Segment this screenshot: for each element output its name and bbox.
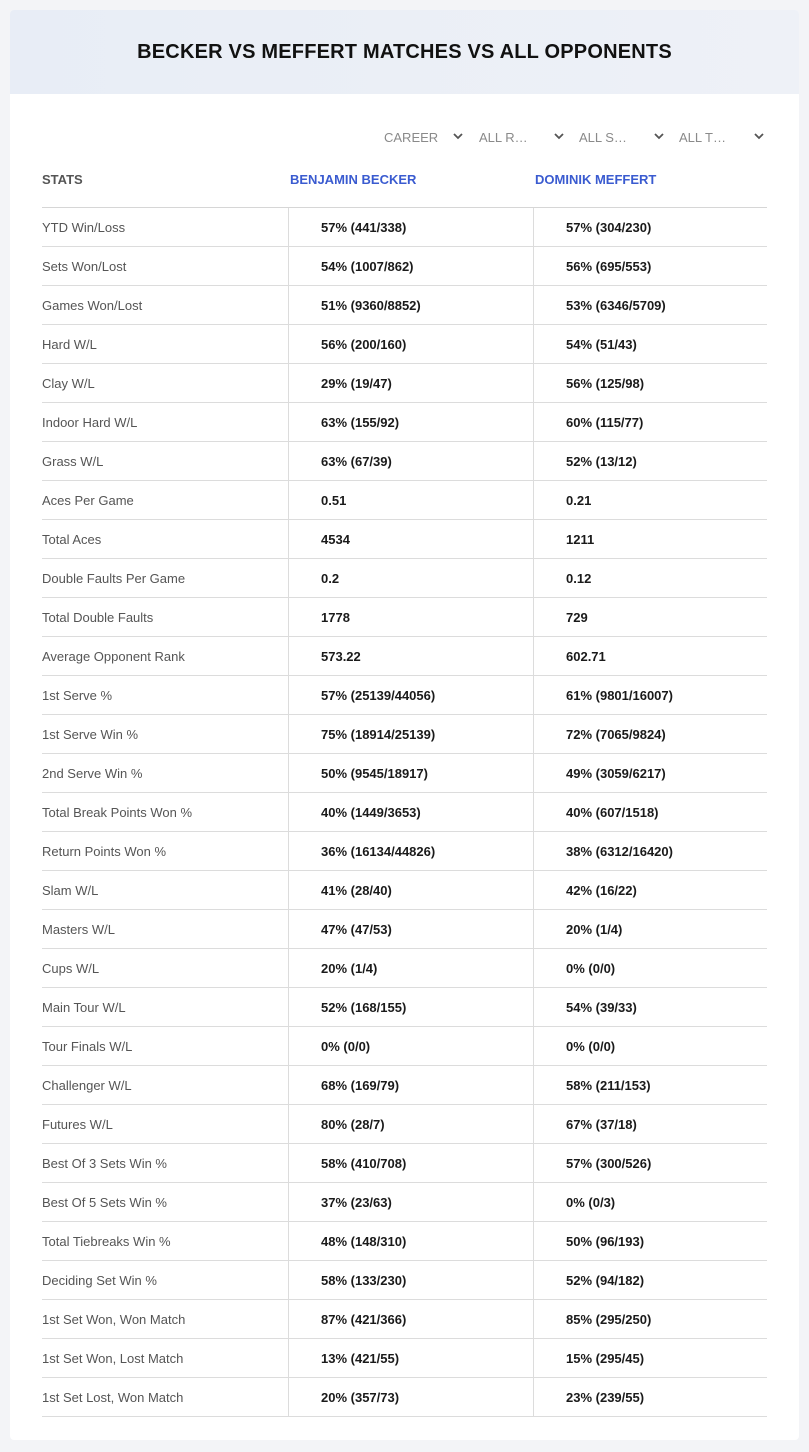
column-header-stats: STATS bbox=[42, 172, 83, 187]
player1-stat-value: 0.51 bbox=[289, 481, 534, 519]
table-row bbox=[42, 1105, 767, 1144]
page-title: BECKER VS MEFFERT MATCHES VS ALL OPPONENTS bbox=[137, 40, 672, 63]
player1-stat-value: 58% (410/708) bbox=[289, 1144, 534, 1182]
player1-stat-value: 75% (18914/25139) bbox=[289, 715, 534, 753]
table-body bbox=[42, 208, 767, 1417]
table-row bbox=[42, 676, 767, 715]
stats-table bbox=[42, 160, 767, 1417]
filter-period-label: CAREER bbox=[384, 129, 439, 145]
player1-stat-value: 54% (1007/862) bbox=[289, 247, 534, 285]
table-row bbox=[42, 364, 767, 403]
chevron-down-icon bbox=[753, 130, 765, 142]
table-row bbox=[42, 1066, 767, 1105]
table-row bbox=[42, 481, 767, 520]
player2-stat-value: 0% (0/3) bbox=[566, 1194, 616, 1210]
stat-label: Double Faults Per Game bbox=[42, 559, 289, 597]
player2-stat-value: 52% (94/182) bbox=[566, 1272, 645, 1288]
player2-stat-value: 60% (115/77) bbox=[566, 414, 644, 430]
player1-stat-value: 57% (441/338) bbox=[289, 208, 534, 246]
filter-tournament-select[interactable] bbox=[679, 126, 765, 148]
table-row bbox=[42, 1222, 767, 1261]
stat-label: Hard W/L bbox=[42, 325, 289, 363]
stat-label: 1st Set Lost, Won Match bbox=[42, 1378, 289, 1416]
player1-stat-value: 4534 bbox=[289, 520, 534, 558]
table-row bbox=[42, 637, 767, 676]
stat-label: YTD Win/Loss bbox=[42, 208, 289, 246]
player1-stat-value: 80% (28/7) bbox=[289, 1105, 534, 1143]
table-row bbox=[42, 1300, 767, 1339]
player2-stat-value: 0% (0/0) bbox=[566, 960, 616, 976]
player2-stat-value: 42% (16/22) bbox=[566, 882, 637, 898]
player1-stat-value: 573.22 bbox=[289, 637, 534, 675]
player2-stat-value: 0% (0/0) bbox=[566, 1038, 616, 1054]
table-row bbox=[42, 325, 767, 364]
table-row bbox=[42, 1378, 767, 1417]
stat-label: 2nd Serve Win % bbox=[42, 754, 289, 792]
player2-stat-value: 23% (239/55) bbox=[566, 1389, 645, 1405]
stat-label: Main Tour W/L bbox=[42, 988, 289, 1026]
table-row bbox=[42, 598, 767, 637]
player2-link[interactable]: DOMINIK MEFFERT bbox=[535, 172, 657, 187]
player2-stat-value: 57% (304/230) bbox=[566, 219, 652, 235]
player1-stat-value: 63% (67/39) bbox=[289, 442, 534, 480]
player2-stat-value: 15% (295/45) bbox=[566, 1350, 645, 1366]
player1-stat-value: 0% (0/0) bbox=[289, 1027, 534, 1065]
filter-surface-label: ALL S… bbox=[579, 129, 627, 145]
chevron-down-icon bbox=[553, 130, 565, 142]
stat-label: Total Tiebreaks Win % bbox=[42, 1222, 289, 1260]
stat-label: Clay W/L bbox=[42, 364, 289, 402]
stat-label: Tour Finals W/L bbox=[42, 1027, 289, 1065]
player2-stat-value: 38% (6312/16420) bbox=[566, 843, 673, 859]
player2-stat-value: 729 bbox=[566, 609, 588, 625]
player2-stat-value: 0.12 bbox=[566, 570, 592, 586]
table-row bbox=[42, 1027, 767, 1066]
table-row bbox=[42, 286, 767, 325]
player2-stat-value: 57% (300/526) bbox=[566, 1155, 652, 1171]
player1-stat-value: 52% (168/155) bbox=[289, 988, 534, 1026]
stat-label: Slam W/L bbox=[42, 871, 289, 909]
filter-round-label: ALL R… bbox=[479, 129, 528, 145]
table-row bbox=[42, 793, 767, 832]
stat-label: Indoor Hard W/L bbox=[42, 403, 289, 441]
player2-stat-value: 0.21 bbox=[566, 492, 592, 508]
table-row bbox=[42, 715, 767, 754]
player2-stat-value: 52% (13/12) bbox=[566, 453, 637, 469]
stats-card bbox=[10, 10, 799, 1440]
table-header bbox=[42, 160, 767, 208]
table-row bbox=[42, 247, 767, 286]
player1-stat-value: 56% (200/160) bbox=[289, 325, 534, 363]
filter-period-select[interactable] bbox=[384, 126, 464, 148]
player2-stat-value: 53% (6346/5709) bbox=[566, 297, 666, 313]
filter-bar bbox=[10, 126, 799, 148]
player2-stat-value: 67% (37/18) bbox=[566, 1116, 637, 1132]
player2-stat-value: 56% (695/553) bbox=[566, 258, 652, 274]
table-row bbox=[42, 871, 767, 910]
player2-stat-value: 40% (607/1518) bbox=[566, 804, 659, 820]
stat-label: 1st Set Won, Won Match bbox=[42, 1300, 289, 1338]
player1-link[interactable]: BENJAMIN BECKER bbox=[290, 172, 417, 187]
player1-stat-value: 87% (421/366) bbox=[289, 1300, 534, 1338]
stat-label: 1st Set Won, Lost Match bbox=[42, 1339, 289, 1377]
player1-stat-value: 40% (1449/3653) bbox=[289, 793, 534, 831]
table-row bbox=[42, 1183, 767, 1222]
stat-label: Average Opponent Rank bbox=[42, 637, 289, 675]
player1-stat-value: 29% (19/47) bbox=[289, 364, 534, 402]
stat-label: Total Aces bbox=[42, 520, 289, 558]
table-row bbox=[42, 442, 767, 481]
filter-round-select[interactable] bbox=[479, 126, 565, 148]
player2-stat-value: 50% (96/193) bbox=[566, 1233, 645, 1249]
player2-stat-value: 61% (9801/16007) bbox=[566, 687, 673, 703]
stat-label: Challenger W/L bbox=[42, 1066, 289, 1104]
stat-label: Sets Won/Lost bbox=[42, 247, 289, 285]
player2-stat-value: 56% (125/98) bbox=[566, 375, 645, 391]
player1-stat-value: 51% (9360/8852) bbox=[289, 286, 534, 324]
player1-stat-value: 20% (1/4) bbox=[289, 949, 534, 987]
player2-stat-value: 602.71 bbox=[566, 648, 606, 664]
player1-stat-value: 0.2 bbox=[289, 559, 534, 597]
player2-stat-value: 72% (7065/9824) bbox=[566, 726, 666, 742]
player1-stat-value: 20% (357/73) bbox=[289, 1378, 534, 1416]
player2-stat-value: 20% (1/4) bbox=[566, 921, 623, 937]
filter-tournament-label: ALL T… bbox=[679, 129, 726, 145]
table-row bbox=[42, 403, 767, 442]
table-row bbox=[42, 208, 767, 247]
player1-stat-value: 47% (47/53) bbox=[289, 910, 534, 948]
stat-label: Return Points Won % bbox=[42, 832, 289, 870]
stat-label: Best Of 3 Sets Win % bbox=[42, 1144, 289, 1182]
table-row bbox=[42, 1261, 767, 1300]
player1-stat-value: 41% (28/40) bbox=[289, 871, 534, 909]
player1-stat-value: 58% (133/230) bbox=[289, 1261, 534, 1299]
player2-stat-value: 58% (211/153) bbox=[566, 1077, 651, 1093]
table-row bbox=[42, 949, 767, 988]
player2-stat-value: 54% (51/43) bbox=[566, 336, 637, 352]
stat-label: Futures W/L bbox=[42, 1105, 289, 1143]
player1-stat-value: 63% (155/92) bbox=[289, 403, 534, 441]
table-row bbox=[42, 1144, 767, 1183]
player1-stat-value: 1778 bbox=[289, 598, 534, 636]
player2-stat-value: 1211 bbox=[566, 531, 595, 547]
player2-stat-value: 85% (295/250) bbox=[566, 1311, 652, 1327]
chevron-down-icon bbox=[653, 130, 665, 142]
filter-surface-select[interactable] bbox=[579, 126, 665, 148]
table-row bbox=[42, 910, 767, 949]
player1-stat-value: 50% (9545/18917) bbox=[289, 754, 534, 792]
player1-stat-value: 57% (25139/44056) bbox=[289, 676, 534, 714]
player1-stat-value: 37% (23/63) bbox=[289, 1183, 534, 1221]
player1-stat-value: 48% (148/310) bbox=[289, 1222, 534, 1260]
player2-stat-value: 54% (39/33) bbox=[566, 999, 637, 1015]
stat-label: Grass W/L bbox=[42, 442, 289, 480]
stat-label: Total Break Points Won % bbox=[42, 793, 289, 831]
stat-label: Best Of 5 Sets Win % bbox=[42, 1183, 289, 1221]
table-row bbox=[42, 832, 767, 871]
stat-label: 1st Serve Win % bbox=[42, 715, 289, 753]
stat-label: Masters W/L bbox=[42, 910, 289, 948]
player1-stat-value: 13% (421/55) bbox=[289, 1339, 534, 1377]
stat-label: Deciding Set Win % bbox=[42, 1261, 289, 1299]
stat-label: 1st Serve % bbox=[42, 676, 289, 714]
table-row bbox=[42, 520, 767, 559]
player2-stat-value: 49% (3059/6217) bbox=[566, 765, 666, 781]
player1-stat-value: 36% (16134/44826) bbox=[289, 832, 534, 870]
player1-stat-value: 68% (169/79) bbox=[289, 1066, 534, 1104]
table-row bbox=[42, 988, 767, 1027]
table-row bbox=[42, 1339, 767, 1378]
table-row bbox=[42, 559, 767, 598]
stat-label: Aces Per Game bbox=[42, 481, 289, 519]
stat-label: Cups W/L bbox=[42, 949, 289, 987]
stat-label: Games Won/Lost bbox=[42, 286, 289, 324]
chevron-down-icon bbox=[452, 130, 464, 142]
card-header bbox=[10, 10, 799, 94]
stat-label: Total Double Faults bbox=[42, 598, 289, 636]
table-row bbox=[42, 754, 767, 793]
